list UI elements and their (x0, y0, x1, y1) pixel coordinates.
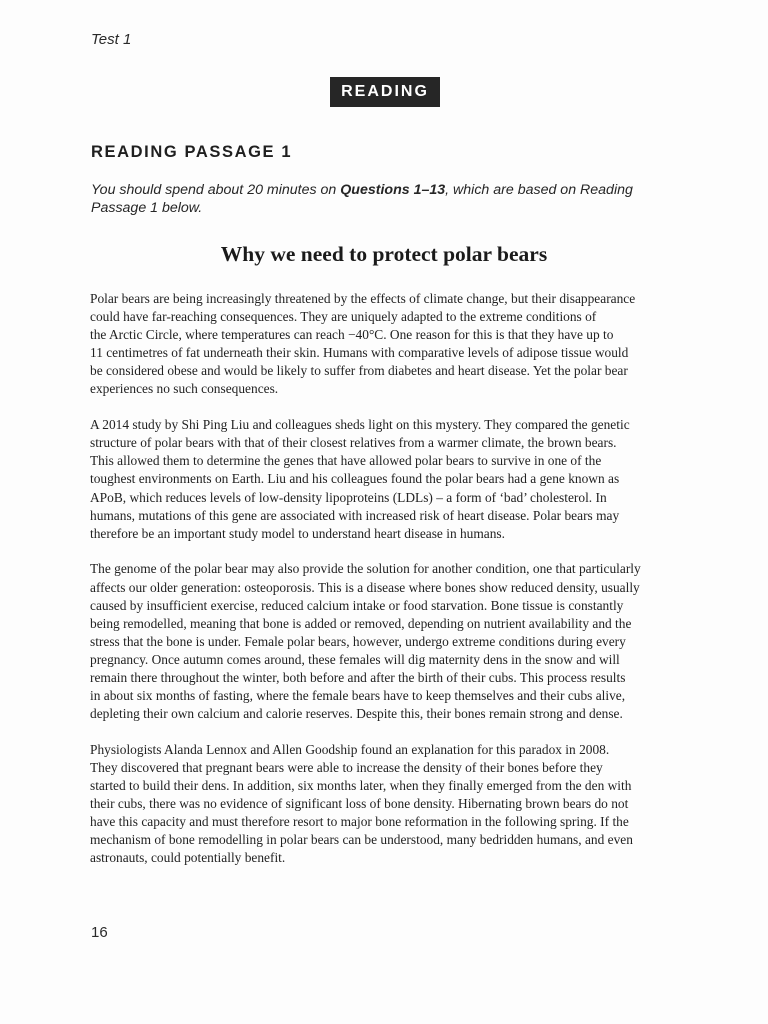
paragraph-line: their cubs, there was no evidence of significant loss of bone density. Hibernating brown bears do not (90, 796, 629, 812)
paragraph-line: therefore be an important study model to understand heart disease in humans. (90, 525, 505, 541)
paragraph-line: the Arctic Circle, where temperatures can reach −40°C. One reason for this is that they have up to (90, 327, 614, 343)
paragraph-line: They discovered that pregnant bears were able to increase the density of their bones before they (90, 759, 603, 775)
paragraph-line: mechanism of bone remodelling in polar bears can be understood, many bedridden humans, and even (90, 832, 633, 848)
paragraph-line: in about six months of fasting, where the female bears have to keep themselves and their cubs alive, (90, 688, 626, 704)
instruction-line2: Passage 1 below. (91, 199, 203, 216)
paragraph-line: A 2014 study by Shi Ping Liu and colleagues sheds light on this mystery. They compared the genetic (90, 417, 630, 433)
passage-label: READING PASSAGE 1 (91, 143, 293, 161)
paragraph-line: APoB, which reduces levels of low-density lipoproteins (LDLs) – a form of ‘bad’ cholesterol. In (90, 489, 607, 505)
paragraph-line: 11 centimetres of fat underneath their skin. Humans with comparative levels of adipose tissue would (90, 345, 629, 361)
paragraph-line: astronauts, could potentially benefit. (90, 850, 286, 866)
instruction-before: You should spend about 20 minutes on (91, 182, 341, 198)
passage-paragraph (90, 290, 685, 399)
paragraph-line: toughest environments on Earth. Liu and his colleagues found the polar bears had a gene known as (90, 471, 620, 487)
paragraph-line: being remodelled, meaning that bone is added or removed, depending on nutrient availability and the (90, 615, 632, 631)
instruction-after: , which are based on Reading (445, 182, 633, 198)
paragraph-line: structure of polar bears with that of their closest relatives from a warmer climate, the brown bears. (90, 435, 617, 451)
page-number: 16 (91, 924, 108, 941)
paragraph-line: have this capacity and must therefore resort to major bone reformation in the following spring. If the (90, 814, 629, 830)
paragraph-line: remain there throughout the winter, both before and after the birth of their cubs. This process results (90, 669, 626, 685)
passage-paragraph (90, 560, 685, 723)
running-header: Test 1 (91, 31, 132, 48)
instruction-questions: Questions 1–13 (340, 182, 446, 198)
paragraph-line: started to build their dens. In addition, six months later, when they finally emerged from the den with (90, 778, 632, 794)
paragraph-line: The genome of the polar bear may also provide the solution for another condition, one that particularly (90, 561, 641, 577)
paragraph-line: pregnancy. Once autumn comes around, these females will dig maternity dens in the snow and will (90, 651, 620, 667)
passage-title: Why we need to protect polar bears (220, 242, 548, 266)
passage-paragraph (90, 416, 685, 543)
paragraph-line: be considered obese and would be likely to suffer from diabetes and heart disease. Yet the polar bear (90, 363, 628, 379)
paragraph-line: This allowed them to determine the genes that have allowed polar bears to survive in one of the (90, 453, 602, 469)
paragraph-line: Physiologists Alanda Lennox and Allen Goodship found an explanation for this paradox in 2008. (90, 741, 610, 757)
paragraph-line: depleting their own calcium and calorie reserves. Despite this, their bones remain strong and dense. (90, 706, 623, 722)
paragraph-line: could have far-reaching consequences. They are uniquely adapted to the extreme conditions of (90, 309, 597, 325)
paragraph-line: caused by insufficient exercise, reduced calcium intake or food starvation. Bone tissue is constantly (90, 597, 624, 613)
passage-paragraph (90, 741, 685, 868)
paragraph-line: Polar bears are being increasingly threatened by the effects of climate change, but their disappearance (90, 291, 636, 306)
paragraph-line: stress that the bone is under. Female polar bears, however, undergo extreme conditions during every (90, 633, 626, 649)
paragraph-line: humans, mutations of this gene are associated with increased risk of heart disease. Polar bears may (90, 507, 620, 523)
instruction-text (91, 182, 681, 217)
section-badge: READING (330, 77, 440, 107)
paragraph-line: affects our older generation: osteoporosis. This is a disease where bones show reduced density, usually (90, 579, 640, 595)
passage-body (90, 290, 685, 885)
paragraph-line: experiences no such consequences. (90, 381, 279, 397)
